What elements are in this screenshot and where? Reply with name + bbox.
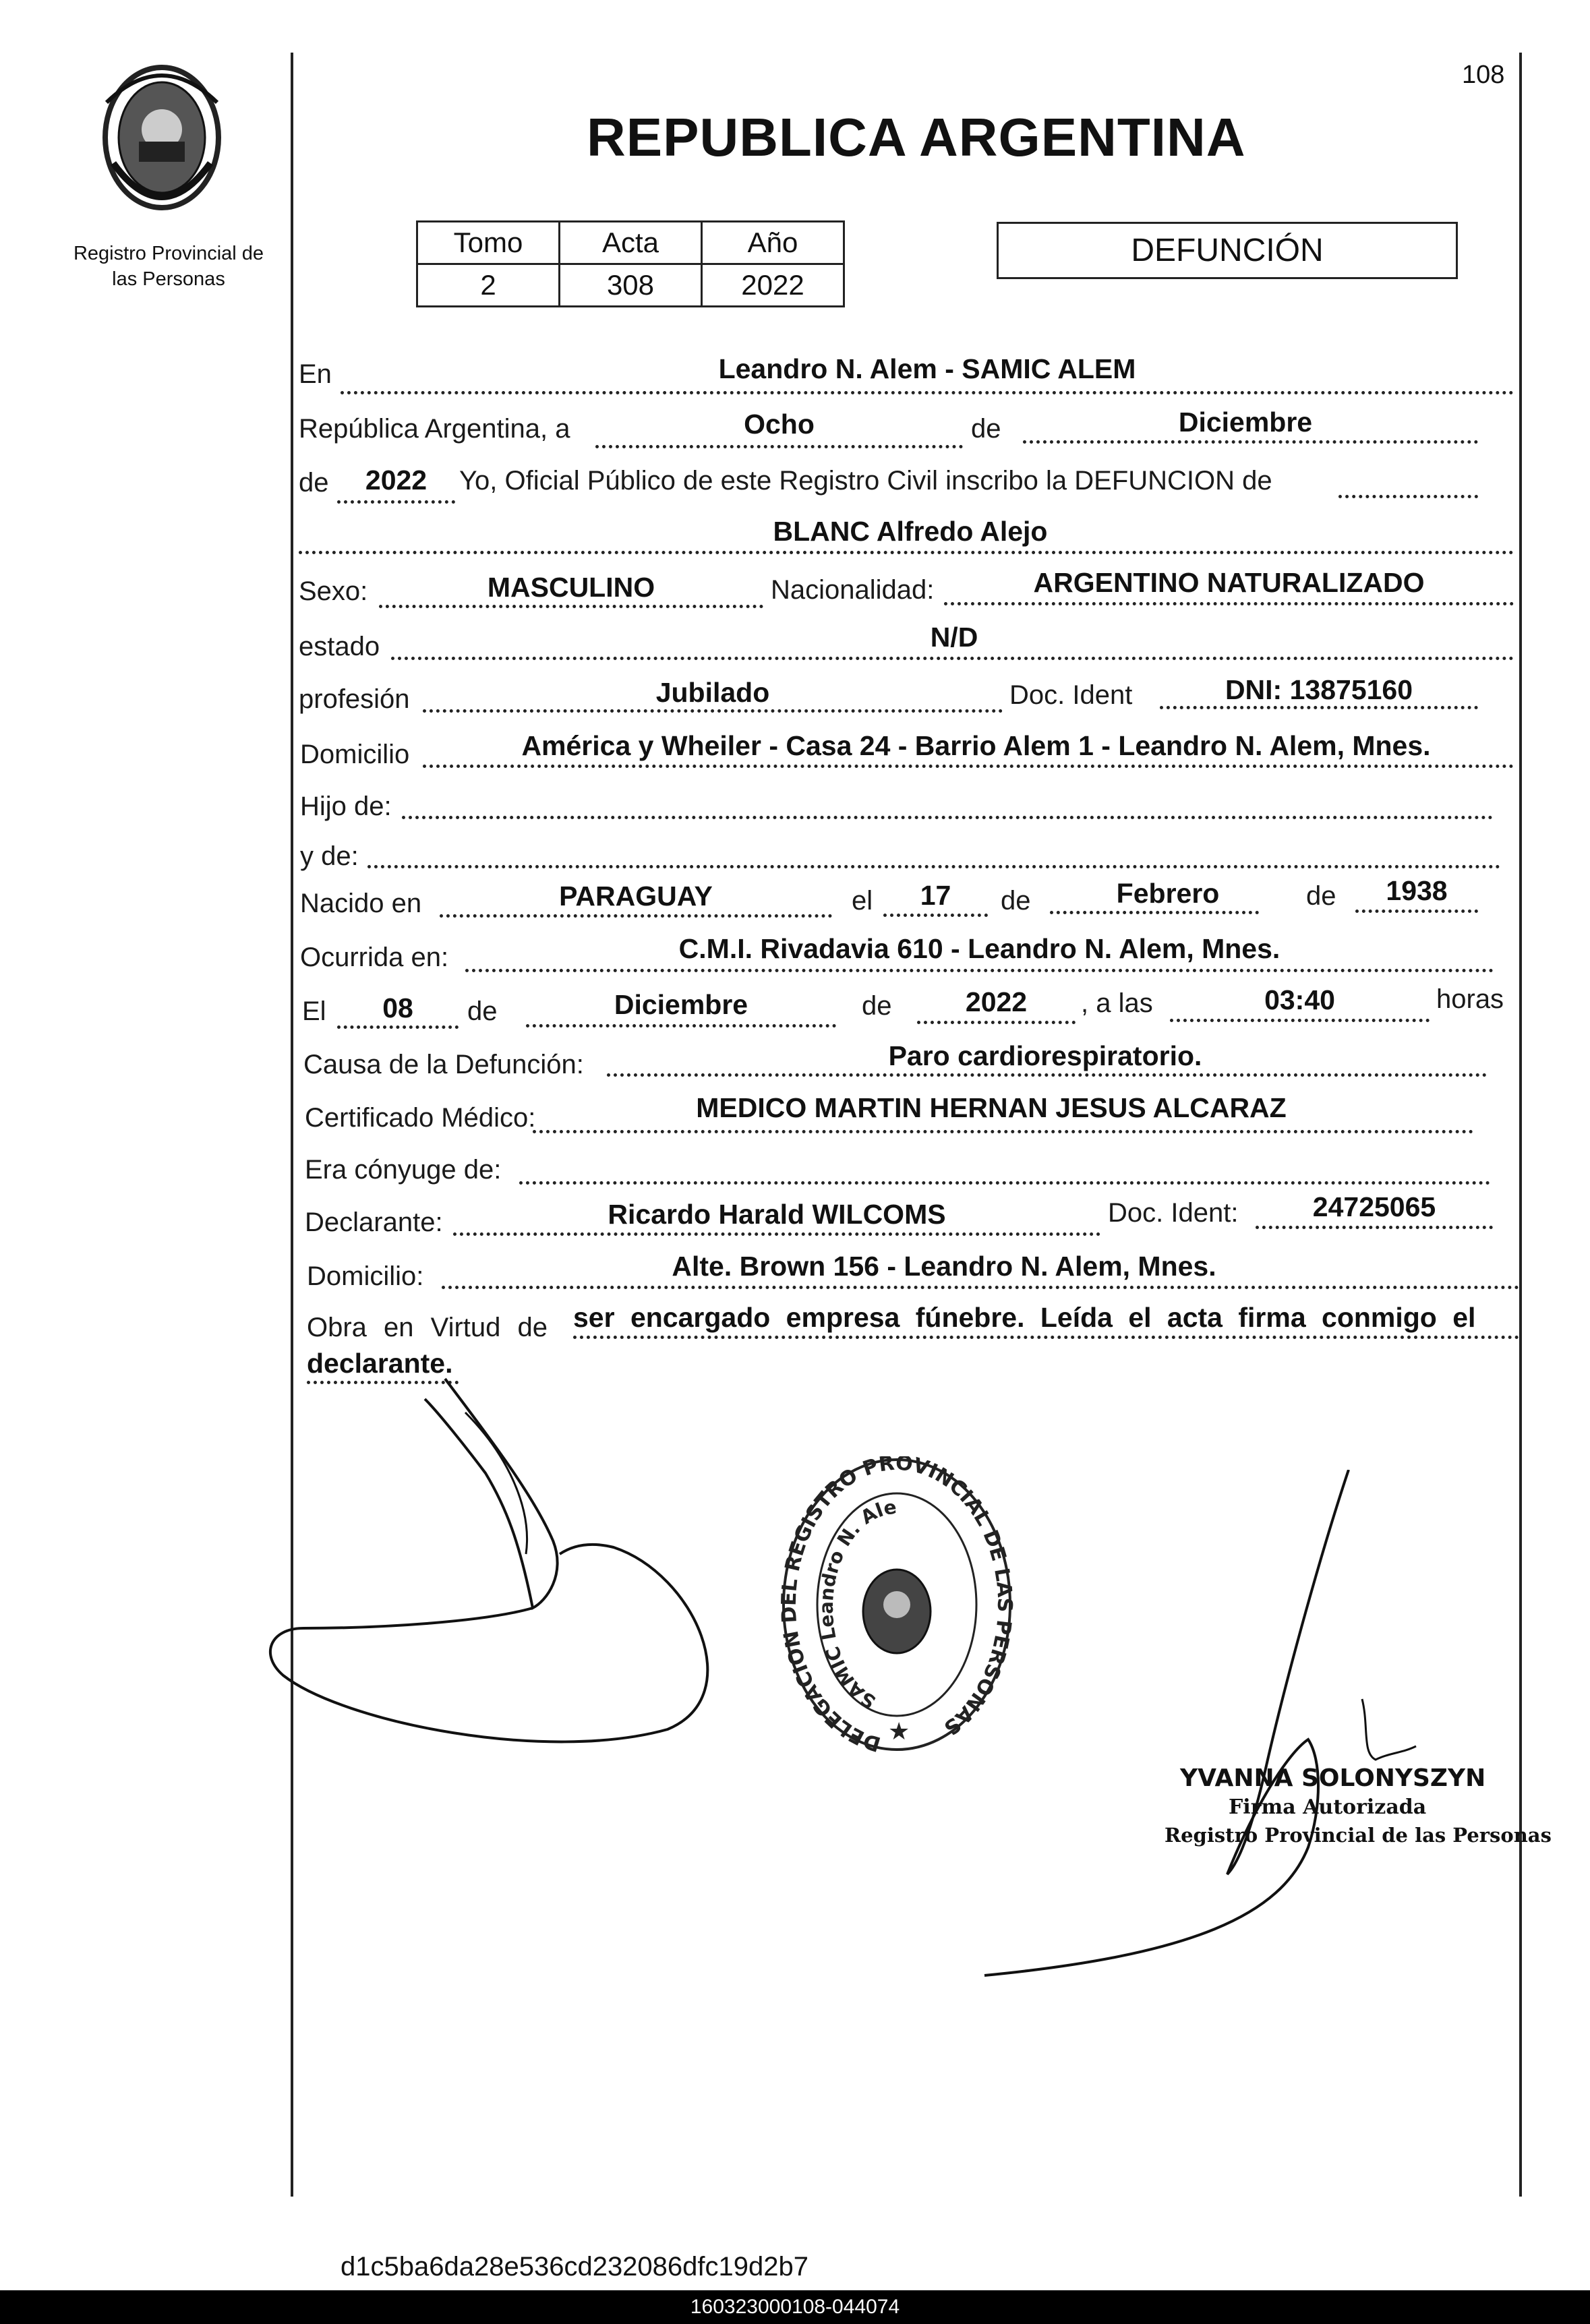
value-nacido-mes: Febrero: [1116, 878, 1220, 909]
dots-declarante-doc: [1256, 1226, 1493, 1229]
dots-fallec-dia: [337, 1025, 459, 1029]
label-en: En: [299, 359, 332, 389]
stamp-star-icon: ★: [888, 1717, 910, 1745]
province-seal-logo: [86, 62, 237, 221]
dots-nacido-dia: [883, 914, 988, 917]
dots-lugar: [341, 391, 1514, 394]
dots-nacido-anio: [1355, 910, 1478, 913]
value-fallec-dia: 08: [382, 992, 413, 1023]
dots-nombre: [299, 551, 1514, 554]
value-declarante: Ricardo Harald WILCOMS: [608, 1199, 946, 1230]
dots-profesion: [423, 709, 1003, 713]
value-lugar: Leandro N. Alem - SAMIC ALEM: [718, 353, 1136, 384]
page-number: 108: [1462, 61, 1505, 89]
dots-nacido-lugar: [440, 914, 832, 918]
dots-conyuge: [519, 1181, 1490, 1185]
register-value-anio: 2022: [702, 264, 844, 307]
signature-role: Firma Autorizada: [1229, 1795, 1427, 1819]
label-declarante: Declarante:: [305, 1208, 443, 1237]
dots-hijo-de: [402, 816, 1493, 819]
label-a-las: , a las: [1081, 988, 1153, 1018]
value-estado: N/D: [930, 622, 978, 653]
signature-org: Registro Provincial de las Personas: [1165, 1824, 1552, 1847]
document-title: REPUBLICA ARGENTINA: [587, 107, 1246, 167]
value-hora: 03:40: [1264, 984, 1335, 1015]
right-margin-line: [1519, 53, 1522, 2197]
label-republica: República Argentina, a: [299, 414, 570, 444]
official-signature: [971, 1470, 1486, 1982]
dots-fallec-anio: [917, 1021, 1076, 1024]
register-table: [416, 220, 845, 307]
dots-declarante: [453, 1232, 1100, 1236]
value-anio: 2022: [365, 465, 428, 496]
register-header-acta: Acta: [560, 222, 702, 264]
register-value-tomo: 2: [417, 264, 560, 307]
label-yo-oficial: Yo, Oficial Público de este Registro Civil inscribo la DEFUNCION de: [459, 466, 1272, 496]
value-obra-line2: declarante.: [307, 1348, 453, 1379]
dots-declarante-domicilio: [442, 1286, 1519, 1289]
value-certificado: MEDICO MARTIN HERNAN JESUS ALCARAZ: [696, 1092, 1287, 1123]
label-fallec-de-anio: de: [862, 991, 892, 1021]
value-mes: Diciembre: [1178, 407, 1313, 438]
dots-mes: [1023, 440, 1478, 444]
dots-domicilio: [423, 765, 1514, 768]
value-nacido-lugar: PARAGUAY: [559, 881, 713, 912]
dots-hora: [1170, 1019, 1430, 1022]
dots-nacionalidad: [944, 602, 1514, 605]
label-domicilio: Domicilio: [300, 740, 410, 769]
dots-nacido-mes: [1050, 911, 1259, 914]
label-el: El: [302, 996, 326, 1026]
dots-obra-line1: [573, 1336, 1519, 1339]
label-nacido-de-anio: de: [1306, 881, 1336, 911]
value-nombre: BLANC Alfredo Alejo: [773, 516, 1048, 547]
document-type-box: DEFUNCIÓN: [997, 222, 1458, 279]
value-fallec-mes: Diciembre: [614, 989, 748, 1020]
dots-ocurrida: [465, 969, 1494, 972]
value-sexo: MASCULINO: [487, 572, 655, 603]
label-conyuge: Era cónyuge de:: [305, 1155, 502, 1185]
label-nacido-de-mes: de: [1001, 886, 1031, 916]
left-margin-line: [291, 53, 293, 2197]
value-nacido-anio: 1938: [1386, 875, 1448, 906]
label-ocurrida-en: Ocurrida en:: [300, 943, 449, 972]
value-obra-line1: ser encargado empresa fúnebre. Leída el acta firma conmigo el: [573, 1302, 1476, 1333]
label-nacido-el: el: [852, 886, 873, 916]
signature-name: YVANNA SOLONYSZYN: [1180, 1764, 1486, 1792]
label-certificado: Certificado Médico:: [305, 1103, 536, 1133]
dots-certificado: [533, 1130, 1473, 1133]
label-de-mes: de: [971, 414, 1001, 444]
dots-dni: [1160, 706, 1478, 709]
dots-y-de: [367, 865, 1500, 868]
dots-sexo: [379, 605, 763, 608]
value-ocurrida: C.M.I. Rivadavia 610 - Leandro N. Alem, Mnes.: [678, 933, 1280, 964]
register-value-row: [417, 264, 844, 307]
stamp-inner-text: SAMIC Leandro N. Ale: [815, 1495, 898, 1713]
dots-estado: [391, 657, 1514, 660]
value-fallec-anio: 2022: [965, 986, 1028, 1017]
value-causa: Paro cardiorespiratorio.: [888, 1040, 1202, 1071]
dots-fallec-mes: [526, 1024, 836, 1027]
value-dni: DNI: 13875160: [1225, 674, 1413, 705]
dots-anio: [337, 500, 455, 504]
label-obra: Obra en Virtud de: [307, 1313, 548, 1342]
stamp-outer-text: DELEGACION DEL REGISTRO PROVINCIAL DE LAS PERSONAS: [777, 1456, 1017, 1756]
register-value-acta: 308: [560, 264, 702, 307]
value-nacionalidad: ARGENTINO NATURALIZADO: [1033, 567, 1425, 598]
dots-de-end: [1338, 495, 1478, 498]
label-estado: estado: [299, 632, 380, 661]
value-declarante-domicilio: Alte. Brown 156 - Leandro N. Alem, Mnes.: [672, 1251, 1216, 1282]
label-causa: Causa de la Defunción:: [303, 1050, 584, 1079]
value-nacido-dia: 17: [920, 880, 951, 911]
label-doc-ident: Doc. Ident: [1009, 680, 1133, 710]
label-hijo-de: Hijo de:: [300, 792, 392, 821]
label-de-year: de: [299, 468, 329, 498]
label-domicilio-declarante: Domicilio:: [307, 1261, 424, 1291]
declarant-signature: [263, 1372, 748, 1750]
value-dia: Ocho: [744, 409, 815, 440]
dots-dia: [595, 445, 963, 448]
value-declarante-doc: 24725065: [1312, 1191, 1436, 1222]
label-profesion: profesión: [299, 684, 410, 714]
label-y-de: y de:: [300, 841, 359, 871]
label-doc-ident-declarante: Doc. Ident:: [1108, 1198, 1239, 1228]
register-header-anio: Año: [702, 222, 844, 264]
document-hash: d1c5ba6da28e536cd232086dfc19d2b7: [341, 2252, 809, 2282]
dots-causa: [607, 1073, 1487, 1077]
value-profesion: Jubilado: [655, 677, 770, 708]
label-sexo: Sexo:: [299, 576, 368, 606]
footer-barcode-bar: 160323000108-044074: [0, 2290, 1590, 2324]
value-domicilio: América y Wheiler - Casa 24 - Barrio Alem 1 - Leandro N. Alem, Mnes.: [521, 730, 1431, 761]
label-horas: horas: [1436, 984, 1504, 1014]
label-fallec-de-mes: de: [467, 996, 498, 1026]
register-header-tomo: Tomo: [417, 222, 560, 264]
logo-caption: Registro Provincial de las Personas: [73, 243, 264, 290]
label-nacionalidad: Nacionalidad:: [771, 575, 935, 605]
register-header-row: [417, 222, 844, 264]
label-nacido-en: Nacido en: [300, 889, 422, 918]
